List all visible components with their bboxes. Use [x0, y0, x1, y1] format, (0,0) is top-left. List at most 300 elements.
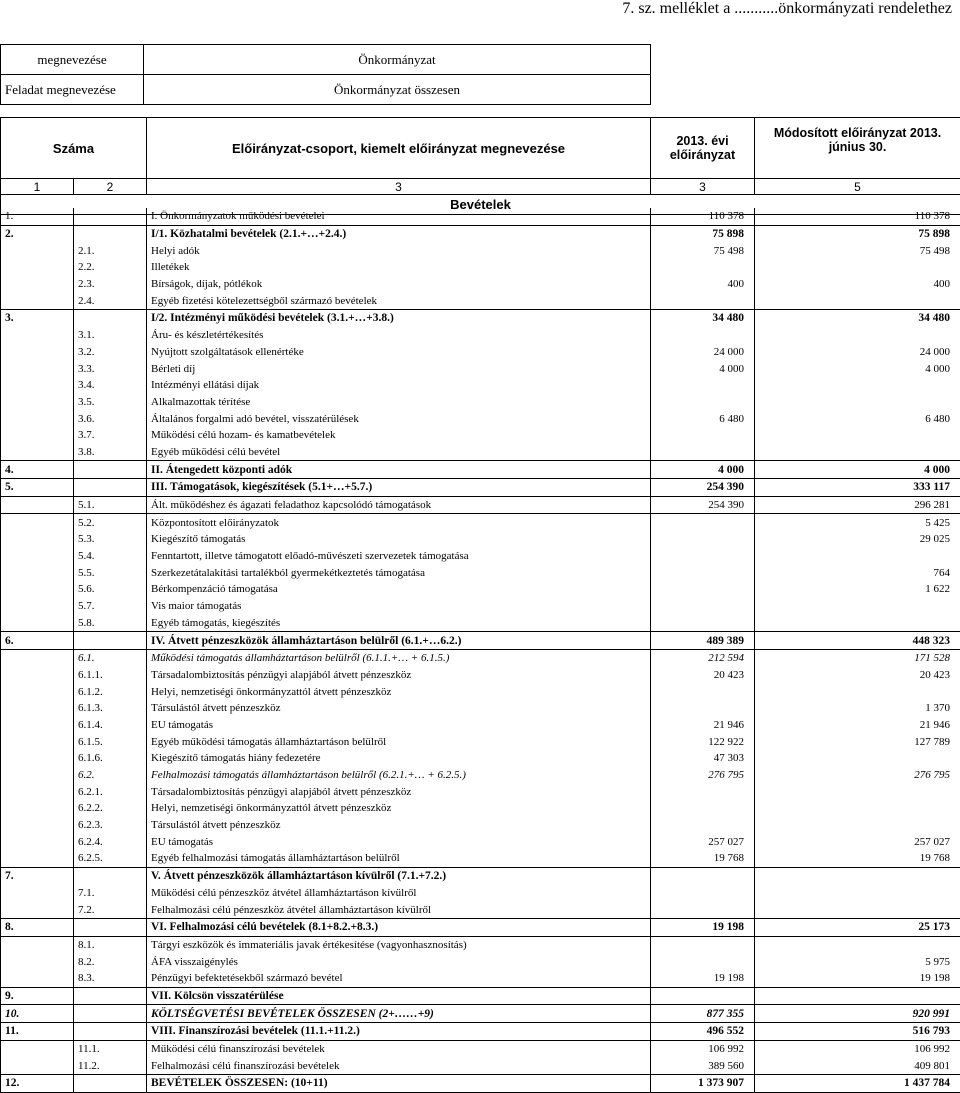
- row-subnumber-cell: [74, 479, 147, 497]
- row-value-2013-cell: 877 355: [651, 1005, 755, 1023]
- table-row: [1, 444, 960, 461]
- table-row: [1, 208, 960, 225]
- row-value-modified-cell: [755, 817, 960, 834]
- row-name-cell: Intézményi ellátási díjak: [147, 377, 651, 394]
- row-name-cell: Vis maior támogatás: [147, 598, 651, 615]
- row-name-cell: V. Átvett pénzeszközök államháztartáson kívülről (7.1.+7.2.): [147, 867, 651, 884]
- row-value-modified-cell: 110 378: [755, 208, 960, 225]
- row-value-2013-cell: 6 480: [651, 410, 755, 427]
- row-subnumber-cell: [74, 1075, 147, 1093]
- row-subnumber-cell: [74, 867, 147, 884]
- table-row: [1, 360, 960, 377]
- col-number-2: 2: [74, 179, 147, 195]
- row-name-cell: Ált. működéshez és ágazati feladathoz kapcsolódó támogatások: [147, 496, 651, 514]
- row-name-cell: Kiegészítő támogatás hiány fedezetére: [147, 750, 651, 767]
- row-value-2013-cell: 4 000: [651, 360, 755, 377]
- table-row: [1, 901, 960, 918]
- row-number-cell: [1, 394, 74, 411]
- row-value-2013-cell: [651, 292, 755, 309]
- row-name-cell: Illetékek: [147, 259, 651, 276]
- row-value-2013-cell: [651, 953, 755, 970]
- row-value-2013-cell: 1 373 907: [651, 1075, 755, 1093]
- row-subnumber-cell: 6.1.6.: [74, 750, 147, 767]
- row-value-modified-cell: 127 789: [755, 733, 960, 750]
- row-number-cell: [1, 548, 74, 565]
- row-value-modified-cell: 448 323: [755, 632, 960, 650]
- table-row: [1, 327, 960, 344]
- row-number-cell: [1, 259, 74, 276]
- row-subnumber-cell: 5.7.: [74, 598, 147, 615]
- row-value-2013-cell: 400: [651, 276, 755, 293]
- row-value-2013-cell: 75 498: [651, 242, 755, 259]
- table-row: [1, 259, 960, 276]
- row-number-cell: [1, 750, 74, 767]
- column-number-row: [1, 179, 960, 195]
- row-name-cell: IV. Átvett pénzeszközök államháztartáson belülről (6.1.+…6.2.): [147, 632, 651, 650]
- column-header-row: [1, 118, 960, 179]
- row-subnumber-cell: 11.1.: [74, 1040, 147, 1057]
- table-row: [1, 548, 960, 565]
- header-value-onkormanyzat: Önkormányzat: [144, 45, 651, 75]
- row-number-cell: [1, 901, 74, 918]
- row-value-modified-cell: [755, 615, 960, 632]
- column-header-table: [0, 117, 960, 215]
- row-subnumber-cell: 5.2.: [74, 514, 147, 531]
- row-number-cell: [1, 496, 74, 514]
- row-subnumber-cell: 5.4.: [74, 548, 147, 565]
- table-row: [1, 615, 960, 632]
- row-name-cell: ÁFA visszaigénylés: [147, 953, 651, 970]
- row-subnumber-cell: 5.8.: [74, 615, 147, 632]
- row-name-cell: Működési célú pénzeszköz átvétel államháztartáson kívülről: [147, 885, 651, 902]
- row-number-cell: 7.: [1, 867, 74, 884]
- row-value-modified-cell: [755, 394, 960, 411]
- row-number-cell: [1, 767, 74, 784]
- row-value-modified-cell: 1 370: [755, 700, 960, 717]
- row-subnumber-cell: 3.6.: [74, 410, 147, 427]
- row-value-2013-cell: [651, 800, 755, 817]
- row-value-2013-cell: 254 390: [651, 496, 755, 514]
- row-value-modified-cell: 34 480: [755, 310, 960, 327]
- row-subnumber-cell: 6.1.3.: [74, 700, 147, 717]
- row-value-modified-cell: [755, 292, 960, 309]
- row-name-cell: Működési célú hozam- és kamatbevételek: [147, 427, 651, 444]
- row-name-cell: Egyéb működési támogatás államháztartáson belülről: [147, 733, 651, 750]
- table-row: [1, 632, 960, 650]
- table-row: [1, 867, 960, 884]
- row-number-cell: [1, 783, 74, 800]
- row-value-2013-cell: 212 594: [651, 649, 755, 666]
- row-subnumber-cell: 3.2.: [74, 344, 147, 361]
- row-name-cell: KÖLTSÉGVETÉSI BEVÉTELEK ÖSSZESEN (2+……+9): [147, 1005, 651, 1023]
- table-row: [1, 953, 960, 970]
- row-name-cell: VI. Felhalmozási célú bevételek (8.1+8.2.+8.3.): [147, 918, 651, 936]
- row-subnumber-cell: 3.3.: [74, 360, 147, 377]
- row-number-cell: [1, 970, 74, 987]
- row-subnumber-cell: 11.2.: [74, 1057, 147, 1074]
- row-value-2013-cell: [651, 531, 755, 548]
- row-value-modified-cell: 75 498: [755, 242, 960, 259]
- row-value-modified-cell: 400: [755, 276, 960, 293]
- row-name-cell: EU támogatás: [147, 717, 651, 734]
- row-value-2013-cell: 106 992: [651, 1040, 755, 1057]
- row-value-2013-cell: [651, 817, 755, 834]
- row-subnumber-cell: 8.3.: [74, 970, 147, 987]
- row-name-cell: III. Támogatások, kiegészítések (5.1+…+5.7.): [147, 479, 651, 497]
- row-name-cell: Társadalombiztosítás pénzügyi alapjából átvett pénzeszköz: [147, 667, 651, 684]
- row-value-modified-cell: 4 000: [755, 360, 960, 377]
- row-value-2013-cell: [651, 867, 755, 884]
- col-number-3: 3: [147, 179, 651, 195]
- row-subnumber-cell: 5.1.: [74, 496, 147, 514]
- revenue-table: [0, 208, 960, 1093]
- table-row: [1, 833, 960, 850]
- row-value-2013-cell: 75 898: [651, 225, 755, 242]
- row-number-cell: 9.: [1, 987, 74, 1005]
- row-value-modified-cell: [755, 598, 960, 615]
- row-subnumber-cell: 8.2.: [74, 953, 147, 970]
- row-name-cell: Működési támogatás államháztartáson belülről (6.1.1.+… + 6.1.5.): [147, 649, 651, 666]
- row-subnumber-cell: 6.2.: [74, 767, 147, 784]
- table-row: [1, 564, 960, 581]
- header-label-feladat: Feladat megnevezése: [1, 75, 144, 105]
- header-blank-cell: [651, 45, 960, 75]
- row-number-cell: 4.: [1, 461, 74, 479]
- row-number-cell: [1, 700, 74, 717]
- row-number-cell: [1, 564, 74, 581]
- row-value-modified-cell: 296 281: [755, 496, 960, 514]
- row-subnumber-cell: [74, 1023, 147, 1041]
- row-number-cell: [1, 344, 74, 361]
- table-row: [1, 496, 960, 514]
- table-row: [1, 683, 960, 700]
- row-value-modified-cell: 333 117: [755, 479, 960, 497]
- table-row: [1, 242, 960, 259]
- row-name-cell: Bérleti díj: [147, 360, 651, 377]
- table-row: [1, 1005, 960, 1023]
- row-name-cell: Egyéb fizetési kötelezettségből származó bevételek: [147, 292, 651, 309]
- row-subnumber-cell: 6.1.: [74, 649, 147, 666]
- row-number-cell: [1, 276, 74, 293]
- row-value-modified-cell: 516 793: [755, 1023, 960, 1041]
- table-row: [1, 377, 960, 394]
- row-value-modified-cell: 6 480: [755, 410, 960, 427]
- row-number-cell: 2.: [1, 225, 74, 242]
- document-title: 7. sz. melléklet a ...........önkormányzati rendelethez: [622, 0, 952, 18]
- col-number-5: 5: [755, 179, 960, 195]
- row-value-modified-cell: 1 622: [755, 581, 960, 598]
- row-value-2013-cell: [651, 700, 755, 717]
- row-value-modified-cell: [755, 683, 960, 700]
- row-value-modified-cell: 75 898: [755, 225, 960, 242]
- row-name-cell: Fenntartott, illetve támogatott előadó-művészeti szervezetek támogatása: [147, 548, 651, 565]
- table-row: [1, 394, 960, 411]
- row-number-cell: [1, 885, 74, 902]
- table-row: [1, 885, 960, 902]
- row-subnumber-cell: 5.5.: [74, 564, 147, 581]
- header-row-1: [1, 45, 960, 75]
- row-name-cell: Bírságok, díjak, pótlékok: [147, 276, 651, 293]
- row-number-cell: [1, 817, 74, 834]
- row-number-cell: [1, 531, 74, 548]
- row-subnumber-cell: 3.7.: [74, 427, 147, 444]
- row-name-cell: Helyi adók: [147, 242, 651, 259]
- row-subnumber-cell: [74, 208, 147, 225]
- row-value-2013-cell: [651, 377, 755, 394]
- row-value-2013-cell: [651, 444, 755, 461]
- row-name-cell: Működési célú finanszírozási bevételek: [147, 1040, 651, 1057]
- row-subnumber-cell: 3.1.: [74, 327, 147, 344]
- row-value-2013-cell: [651, 683, 755, 700]
- table-row: [1, 514, 960, 531]
- row-value-modified-cell: 29 025: [755, 531, 960, 548]
- row-name-cell: VII. Kölcsön visszatérülése: [147, 987, 651, 1005]
- row-value-modified-cell: [755, 750, 960, 767]
- table-row: [1, 598, 960, 615]
- row-number-cell: [1, 667, 74, 684]
- row-value-modified-cell: 4 000: [755, 461, 960, 479]
- row-name-cell: I. Önkormányzatok működési bevételei: [147, 208, 651, 225]
- row-subnumber-cell: 7.1.: [74, 885, 147, 902]
- table-row: [1, 427, 960, 444]
- row-name-cell: Társulástól átvett pénzeszköz: [147, 817, 651, 834]
- row-subnumber-cell: 6.2.2.: [74, 800, 147, 817]
- row-number-cell: 3.: [1, 310, 74, 327]
- row-name-cell: Felhalmozási célú pénzeszköz átvétel államháztartáson kívülről: [147, 901, 651, 918]
- row-subnumber-cell: 6.1.5.: [74, 733, 147, 750]
- row-subnumber-cell: [74, 632, 147, 650]
- row-subnumber-cell: [74, 461, 147, 479]
- row-number-cell: [1, 242, 74, 259]
- row-name-cell: Helyi, nemzetiségi önkormányzattól átvett pénzeszköz: [147, 800, 651, 817]
- row-value-2013-cell: [651, 936, 755, 953]
- row-value-2013-cell: 19 198: [651, 918, 755, 936]
- row-number-cell: [1, 953, 74, 970]
- row-number-cell: [1, 615, 74, 632]
- row-name-cell: Szerkezetátalakítási tartalékból gyermekétkeztetés támogatása: [147, 564, 651, 581]
- row-value-modified-cell: [755, 548, 960, 565]
- row-subnumber-cell: [74, 310, 147, 327]
- row-number-cell: [1, 327, 74, 344]
- header-row-2: [1, 75, 960, 105]
- row-value-2013-cell: [651, 548, 755, 565]
- row-subnumber-cell: [74, 987, 147, 1005]
- row-name-cell: Társadalombiztosítás pénzügyi alapjából átvett pénzeszköz: [147, 783, 651, 800]
- row-value-modified-cell: 24 000: [755, 344, 960, 361]
- row-value-modified-cell: 171 528: [755, 649, 960, 666]
- row-name-cell: Kiegészítő támogatás: [147, 531, 651, 548]
- row-subnumber-cell: 6.2.4.: [74, 833, 147, 850]
- header-table: [0, 44, 960, 105]
- row-number-cell: [1, 377, 74, 394]
- table-row: [1, 970, 960, 987]
- row-value-modified-cell: [755, 327, 960, 344]
- row-subnumber-cell: 5.3.: [74, 531, 147, 548]
- table-row: [1, 667, 960, 684]
- row-subnumber-cell: 2.3.: [74, 276, 147, 293]
- row-number-cell: [1, 733, 74, 750]
- row-number-cell: [1, 427, 74, 444]
- row-number-cell: 10.: [1, 1005, 74, 1023]
- row-value-2013-cell: [651, 615, 755, 632]
- table-row: [1, 292, 960, 309]
- row-number-cell: [1, 1040, 74, 1057]
- col-header-szama: Száma: [1, 118, 147, 179]
- row-number-cell: [1, 444, 74, 461]
- row-subnumber-cell: 6.2.1.: [74, 783, 147, 800]
- row-number-cell: [1, 717, 74, 734]
- row-value-modified-cell: [755, 377, 960, 394]
- row-value-2013-cell: [651, 885, 755, 902]
- header-blank-cell: [651, 75, 960, 105]
- row-subnumber-cell: 7.2.: [74, 901, 147, 918]
- table-row: [1, 225, 960, 242]
- row-value-modified-cell: 257 027: [755, 833, 960, 850]
- table-row: [1, 800, 960, 817]
- row-number-cell: [1, 292, 74, 309]
- row-value-modified-cell: [755, 444, 960, 461]
- row-value-modified-cell: [755, 783, 960, 800]
- row-value-2013-cell: 496 552: [651, 1023, 755, 1041]
- row-value-modified-cell: 409 801: [755, 1057, 960, 1074]
- table-row: [1, 344, 960, 361]
- row-value-2013-cell: [651, 564, 755, 581]
- row-subnumber-cell: 6.1.2.: [74, 683, 147, 700]
- table-row: [1, 1023, 960, 1041]
- row-number-cell: [1, 598, 74, 615]
- row-value-modified-cell: 25 173: [755, 918, 960, 936]
- row-subnumber-cell: [74, 918, 147, 936]
- table-row: [1, 700, 960, 717]
- table-row: [1, 733, 960, 750]
- row-subnumber-cell: 2.1.: [74, 242, 147, 259]
- row-subnumber-cell: 6.2.3.: [74, 817, 147, 834]
- row-name-cell: Általános forgalmi adó bevétel, visszatérülések: [147, 410, 651, 427]
- row-name-cell: Helyi, nemzetiségi önkormányzattól átvett pénzeszköz: [147, 683, 651, 700]
- row-name-cell: Tárgyi eszközök és immateriális javak értékesítése (vagyonhasznosítás): [147, 936, 651, 953]
- row-value-2013-cell: 276 795: [651, 767, 755, 784]
- row-subnumber-cell: 5.6.: [74, 581, 147, 598]
- row-value-2013-cell: [651, 427, 755, 444]
- table-row: [1, 1057, 960, 1074]
- table-row: [1, 1040, 960, 1057]
- table-row: [1, 310, 960, 327]
- row-number-cell: 5.: [1, 479, 74, 497]
- row-value-2013-cell: [651, 259, 755, 276]
- row-value-modified-cell: 276 795: [755, 767, 960, 784]
- table-row: [1, 1075, 960, 1093]
- table-row: [1, 817, 960, 834]
- row-number-cell: [1, 360, 74, 377]
- row-name-cell: Áru- és készletértékesítés: [147, 327, 651, 344]
- row-name-cell: EU támogatás: [147, 833, 651, 850]
- row-value-2013-cell: 24 000: [651, 344, 755, 361]
- row-subnumber-cell: 2.2.: [74, 259, 147, 276]
- row-name-cell: VIII. Finanszírozási bevételek (11.1.+11.2.): [147, 1023, 651, 1041]
- row-value-modified-cell: 1 437 784: [755, 1075, 960, 1093]
- row-value-2013-cell: 20 423: [651, 667, 755, 684]
- row-number-cell: 6.: [1, 632, 74, 650]
- table-row: [1, 987, 960, 1005]
- row-name-cell: Egyéb működési célú bevétel: [147, 444, 651, 461]
- table-row: [1, 461, 960, 479]
- table-row: [1, 767, 960, 784]
- row-subnumber-cell: 6.2.5.: [74, 850, 147, 867]
- row-value-2013-cell: 254 390: [651, 479, 755, 497]
- table-row: [1, 918, 960, 936]
- table-row: [1, 936, 960, 953]
- row-number-cell: [1, 514, 74, 531]
- row-value-2013-cell: [651, 901, 755, 918]
- row-value-2013-cell: [651, 581, 755, 598]
- row-number-cell: 1.: [1, 208, 74, 225]
- row-value-modified-cell: 20 423: [755, 667, 960, 684]
- row-number-cell: [1, 800, 74, 817]
- table-row: [1, 750, 960, 767]
- row-name-cell: Felhalmozási célú finanszírozási bevételek: [147, 1057, 651, 1074]
- row-value-2013-cell: [651, 514, 755, 531]
- row-name-cell: I/1. Közhatalmi bevételek (2.1.+…+2.4.): [147, 225, 651, 242]
- row-value-2013-cell: 122 922: [651, 733, 755, 750]
- row-value-modified-cell: [755, 867, 960, 884]
- row-number-cell: [1, 936, 74, 953]
- row-name-cell: Egyéb felhalmozási támogatás államháztartáson belülről: [147, 850, 651, 867]
- row-number-cell: [1, 683, 74, 700]
- row-value-modified-cell: 764: [755, 564, 960, 581]
- row-number-cell: 11.: [1, 1023, 74, 1041]
- row-name-cell: Pénzügyi befektetésekből származó bevétel: [147, 970, 651, 987]
- row-value-2013-cell: [651, 987, 755, 1005]
- col-header-2013: 2013. évi előirányzat: [651, 118, 755, 179]
- row-number-cell: [1, 1057, 74, 1074]
- row-number-cell: 12.: [1, 1075, 74, 1093]
- table-row: [1, 649, 960, 666]
- row-name-cell: Nyújtott szolgáltatások ellenértéke: [147, 344, 651, 361]
- col-header-name: Előirányzat-csoport, kiemelt előirányzat megnevezése: [147, 118, 651, 179]
- table-row: [1, 850, 960, 867]
- table-row: [1, 410, 960, 427]
- row-subnumber-cell: 3.8.: [74, 444, 147, 461]
- row-name-cell: Társulástól átvett pénzeszköz: [147, 700, 651, 717]
- row-subnumber-cell: 6.1.1.: [74, 667, 147, 684]
- table-row: [1, 581, 960, 598]
- row-value-modified-cell: [755, 259, 960, 276]
- row-value-modified-cell: [755, 901, 960, 918]
- row-value-2013-cell: 389 560: [651, 1057, 755, 1074]
- row-number-cell: 8.: [1, 918, 74, 936]
- row-name-cell: Egyéb támogatás, kiegészítés: [147, 615, 651, 632]
- row-value-modified-cell: 106 992: [755, 1040, 960, 1057]
- row-value-modified-cell: [755, 800, 960, 817]
- row-value-modified-cell: [755, 885, 960, 902]
- row-subnumber-cell: 2.4.: [74, 292, 147, 309]
- row-value-modified-cell: [755, 936, 960, 953]
- row-value-2013-cell: 110 378: [651, 208, 755, 225]
- header-value-osszesen: Önkormányzat összesen: [144, 75, 651, 105]
- row-value-modified-cell: [755, 427, 960, 444]
- row-value-2013-cell: [651, 598, 755, 615]
- row-value-modified-cell: 19 768: [755, 850, 960, 867]
- table-row: [1, 276, 960, 293]
- row-value-modified-cell: [755, 987, 960, 1005]
- row-value-modified-cell: 21 946: [755, 717, 960, 734]
- row-number-cell: [1, 833, 74, 850]
- table-row: [1, 717, 960, 734]
- row-value-2013-cell: 19 768: [651, 850, 755, 867]
- table-row: [1, 783, 960, 800]
- row-value-modified-cell: 19 198: [755, 970, 960, 987]
- header-label-megnevezese: megnevezése: [1, 45, 144, 75]
